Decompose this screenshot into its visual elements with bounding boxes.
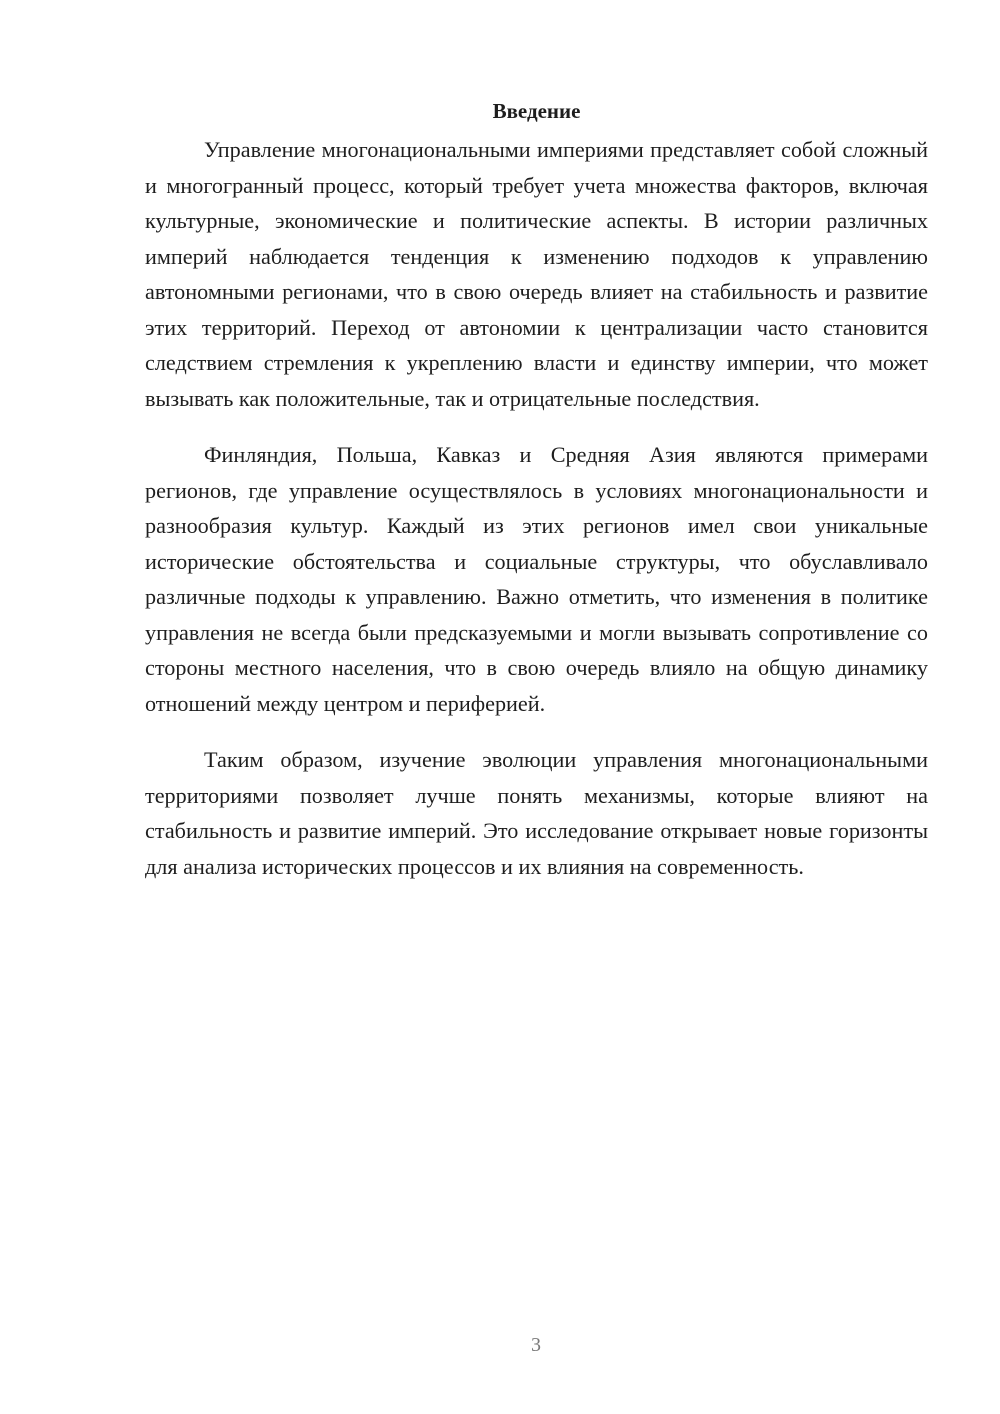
paragraph-2: Финляндия, Польша, Кавказ и Средняя Азия являются примерами регионов, где управление осуществлялось в условиях многонациональности и разнообразия культур. Каждый из этих регионов имел свои уникальные исторические обстоятельства и социальные структуры, что обуславливало различные подходы к управлению. Важно отметить, что изменения в политике управления не всегда были предсказуемыми и могли вызывать сопротивление со стороны местного населения, что в свою очередь влияло на общую динамику отношений между центром и периферией. <box>145 442 928 716</box>
paragraph-3: Таким образом, изучение эволюции управления многонациональными территориями позволяет лучше понять механизмы, которые влияют на стабильность и развитие империй. Это исследование открывает новые горизонты для анализа исторических процессов и их влияния на современность. <box>145 747 928 879</box>
page-content <box>145 96 928 884</box>
section-heading: Введение <box>492 99 581 123</box>
page-number: 3 <box>531 1334 541 1356</box>
paragraph-1: Управление многонациональными империями представляет собой сложный и многогранный процесс, который требует учета множества факторов, включая культурные, экономические и политические аспекты. В истории различных империй наблюдается тенденция к изменению подходов к управлению автономными регионами, что в свою очередь влияет на стабильность и развитие этих территорий. Переход от автономии к централизации часто становится следствием стремления к укреплению власти и единству империи, что может вызывать как положительные, так и отрицательные последствия. <box>145 137 928 411</box>
